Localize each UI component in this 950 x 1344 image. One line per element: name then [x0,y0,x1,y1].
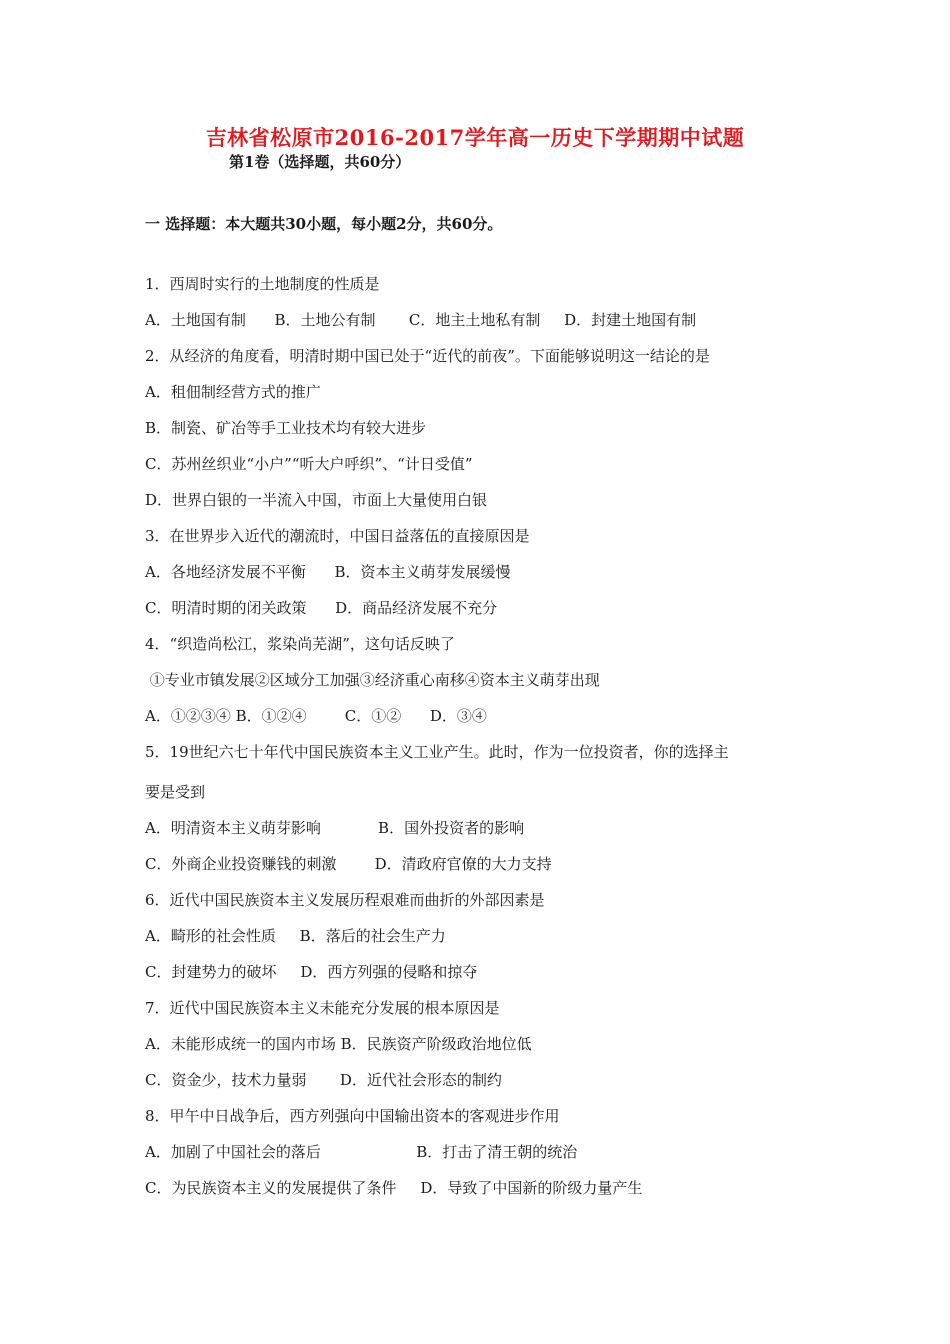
question-line: D．世界白银的一半流入中国，市面上大量使用白银 [145,491,488,509]
question-line: C．为民族资本主义的发展提供了条件 D．导致了中国新的阶级力量产生 [145,1179,643,1197]
question-line: A．未能形成统一的国内市场 B．民族资产阶级政治地位低 [145,1035,532,1053]
question-line: 2．从经济的角度看，明清时期中国已处于“近代的前夜”。下面能够说明这一结论的是 [145,347,710,365]
question-line: C．苏州丝织业“小户”“听大户呼织”、“计日受值” [145,455,473,473]
question-line: ①专业市镇发展②区域分工加强③经济重心南移④资本主义萌芽出现 [145,671,600,689]
question-line: A．土地国有制 B．土地公有制 C．地主土地私有制 D．封建土地国有制 [145,311,697,329]
question-line: B．制瓷、矿冶等手工业技术均有较大进步 [145,419,427,437]
exam-title: 吉林省松原市2016-2017学年高一历史下学期期中试题 [205,125,745,150]
question-line: 7．近代中国民族资本主义未能充分发展的根本原因是 [145,999,500,1017]
question-line: 6．近代中国民族资本主义发展历程艰难而曲折的外部因素是 [145,891,545,909]
section-heading: 一 选择题：本大题共30小题，每小题2分，共60分。 [145,215,503,233]
question-line: 5．19世纪六七十年代中国民族资本主义工业产生。此时，作为一位投资者，你的选择主 [145,743,729,761]
question-line: A．明清资本主义萌芽影响 B．国外投资者的影响 [145,819,525,837]
question-line: 8．甲午中日战争后，西方列强向中国输出资本的客观进步作用 [145,1107,560,1125]
question-line: A．畸形的社会性质 B．落后的社会生产力 [145,927,446,945]
question-line: 1．西周时实行的土地制度的性质是 [145,275,380,293]
question-line: A．加剧了中国社会的落后 B．打击了清王朝的统治 [145,1143,578,1161]
question-line: A．①②③④ B．①②④ C．①② D．③④ [145,707,487,725]
question-line: C．资金少，技术力量弱 D．近代社会形态的制约 [145,1071,502,1089]
question-line: A．租佃制经营方式的推广 [145,383,321,401]
question-line: C．封建势力的破坏 D．西方列强的侵略和掠夺 [145,963,478,981]
question-line: A．各地经济发展不平衡 B．资本主义萌芽发展缓慢 [145,563,511,581]
question-line: 要是受到 [145,783,206,801]
question-line: C．明清时期的闭关政策 D．商品经济发展不充分 [145,599,498,617]
question-line: C．外商企业投资赚钱的刺激 D．清政府官僚的大力支持 [145,855,552,873]
question-line: 4．“织造尚松江，浆染尚芜湖”，这句话反映了 [145,635,455,653]
volume-subtitle: 第1卷（选择题，共60分） [229,153,411,171]
question-line: 3．在世界步入近代的潮流时，中国日益落伍的直接原因是 [145,527,530,545]
